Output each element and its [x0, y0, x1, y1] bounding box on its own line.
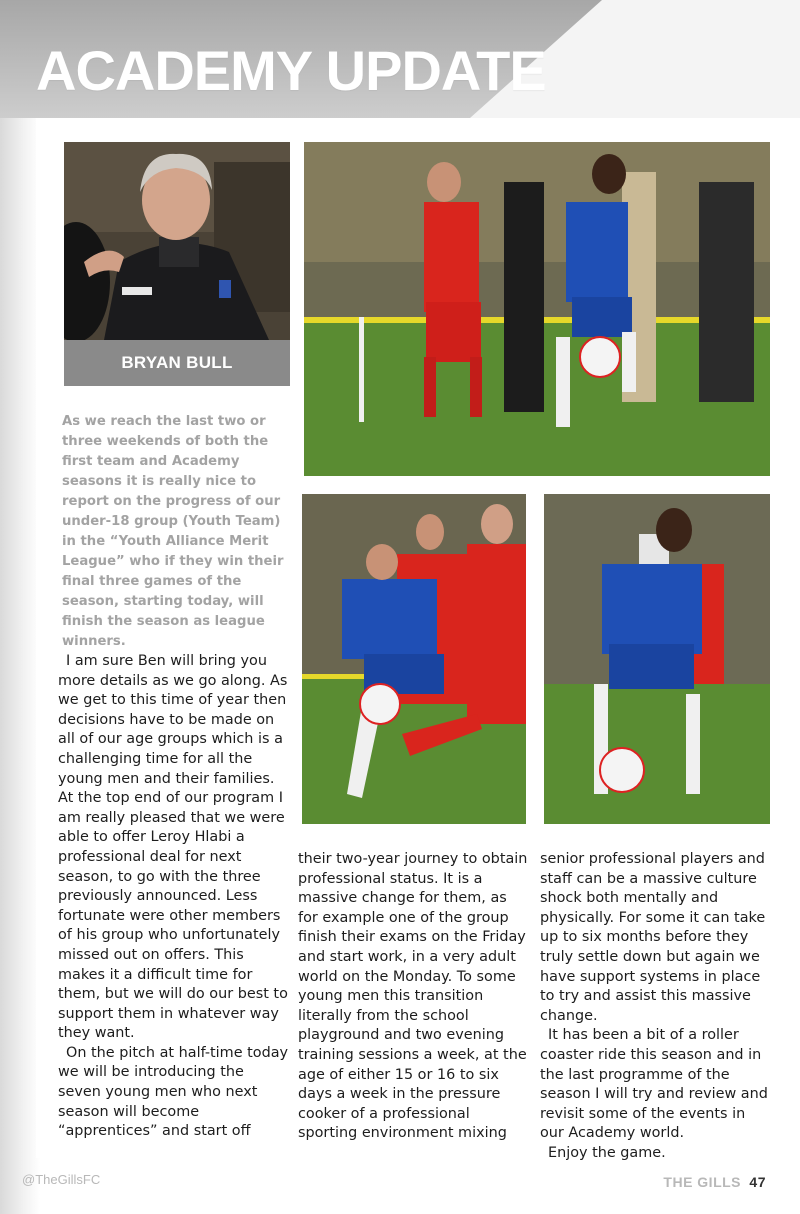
match-photo-lower-right [544, 494, 770, 824]
page-title: ACADEMY UPDATE [36, 39, 546, 102]
portrait-caption: BRYAN BULL [121, 353, 233, 372]
footer-folio [663, 1174, 766, 1190]
page-number: 47 [749, 1174, 766, 1190]
portrait-caption-bar [64, 340, 290, 386]
match-photo-lower-left [302, 494, 526, 824]
article-paragraph: I am sure Ben will bring you more details as we go along. As we get to this time of year then decisions have to be made on all of our age groups which is a challenging time for all the young men and their families. At the top end of our program I am really pleased that we were able to offer Leroy Hlabi a professional deal for next season, to go with the three previously announced. Less fortunate were other members of his group who unfortunately missed out on offers. This makes it a difficult time for them, but we will do our best to support them in whatever way they want. [58, 653, 288, 1042]
portrait-photo [64, 142, 290, 340]
article-column-3 [540, 850, 772, 1164]
article-paragraph: It has been a bit of a roller coaster ride this season and in the last programme of the season I will try and review and revisit some of the events in our Academy world. [540, 1027, 768, 1142]
footer-social-handle: @TheGillsFC [22, 1172, 101, 1187]
article-column-1 [58, 652, 290, 1142]
article-paragraph: their two-year journey to obtain professional status. It is a massive change for them, as for example one of the group finish their exams on the Friday and start work, in a very adult world on the Monday. To some young men this transition literally from the school playground and two evening training sessions a week, at the age of either 15 or 16 to six days a week in the pressure cooker of a professional sporting environment mixing [298, 851, 528, 1142]
article-intro: As we reach the last two or three weekends of both the first team and Academy seasons it is really nice to report on the progress of our under-18 group (Youth Team) in the “Youth Alliance Merit League” who if they win their final three games of the season, starting today, will finish the season as league winners. [62, 414, 284, 649]
match-photo-main [304, 142, 770, 476]
article-column-2 [298, 850, 530, 1144]
page-edge-shadow [0, 0, 40, 1214]
footer-publication: THE GILLS [663, 1174, 742, 1190]
article-paragraph: Enjoy the game. [548, 1144, 666, 1161]
article-paragraph: senior professional players and staff can be a massive culture shock both mentally and physically. For some it can take up to six months before they truly settle down but again we have support systems in place to try and assist this massive change. [540, 851, 766, 1024]
article-paragraph: On the pitch at half-time today we will be introducing the seven young men who next season will become “apprentices” and start off [58, 1044, 289, 1140]
